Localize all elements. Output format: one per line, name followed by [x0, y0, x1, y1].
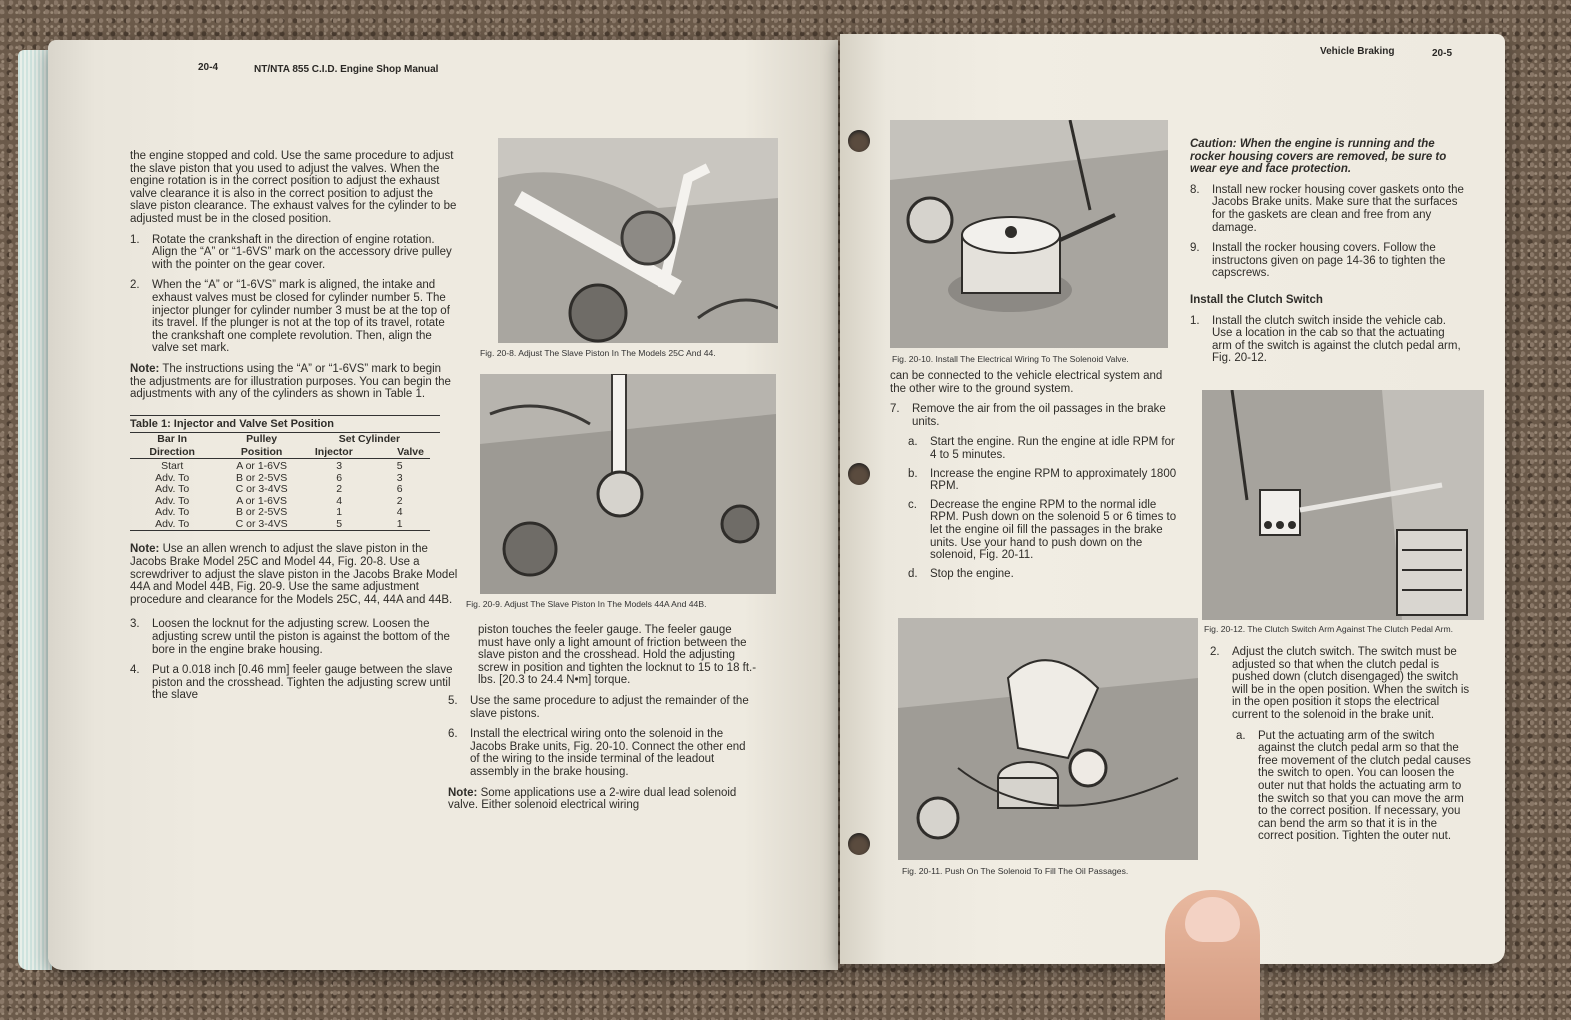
right-column-1-text: [890, 370, 1180, 586]
substep-b: b. Increase the engine RPM to approximately 1800 RPM.: [908, 467, 1177, 493]
step-text: Install new rocker housing cover gaskets onto the Jacobs Brake units. Make sure that the surfaces for the gaskets are clean and free from any damage.: [1212, 183, 1464, 234]
table-row: Start A or 1-6VS 3 5: [161, 460, 403, 473]
binder-hole: [848, 130, 870, 152]
step-7: [890, 403, 1180, 428]
injector-valve-table: [130, 415, 440, 532]
section-heading: Install the Clutch Switch: [1190, 293, 1323, 306]
left-column-2-text: [448, 624, 758, 820]
step-text: Rotate the crankshaft in the direction of engine rotation. Align the “A” or “1-6VS” mark on the accessory drive pulley with the pointer on the gear cover.: [152, 233, 452, 271]
step-text: Remove the air from the oil passages in the brake units.: [912, 403, 1166, 428]
fig-20-10-caption: Fig. 20-10. Install The Electrical Wiring To The Solenoid Valve.: [892, 354, 1129, 364]
table-title: Table 1: Injector and Valve Set Position: [130, 415, 440, 434]
step-text: Adjust the clutch switch. The switch must be adjusted so that when the clutch pedal is pushed down (clutch disengaged) the switch will be in the open position. When the switch is in the open position it stops the electrical current to the solenoid in the brake unit.: [1232, 646, 1470, 721]
continued-paragraph: can be connected to the vehicle electrical system and the other wire to the ground system.: [890, 370, 1163, 395]
note-text: Use an allen wrench to adjust the slave piston in the Jacobs Brake Model 25C and Model 44, Fig. 20-8. Use a screwdriver to adjust the slave piston in the Jacobs Brake Model 44A and Model 44B, Fig. 20-9. Use the same adjustment procedure and clearance for the Models 25C, 44, 44A and 44B.: [130, 543, 458, 606]
fig-20-10-photo: [890, 120, 1168, 348]
step-2: [130, 279, 460, 355]
left-header-title: NT/NTA 855 C.I.D. Engine Shop Manual: [254, 64, 439, 75]
step-3: [130, 618, 460, 656]
step-text: Install the clutch switch inside the vehicle cab. Use a location in the cab so that the actuating arm of the switch is against the clutch pedal arm, Fig. 20-12.: [1212, 314, 1461, 365]
step-number: 7.: [890, 403, 900, 416]
table-header-set-cylinder: Set Cylinder Injector Valve: [314, 433, 424, 458]
step-8: [1190, 184, 1465, 234]
binder-hole: [848, 833, 870, 855]
substep-a: a. Start the engine. Run the engine at idle RPM for 4 to 5 minutes.: [908, 436, 1175, 461]
substep-c: c. Decrease the engine RPM to the normal idle RPM. Push down on the solenoid 5 or 6 times to let the engine oil fill the passages in the brake units. Use your hand to push down on the solenoid, Fig. 20-11.: [908, 498, 1177, 562]
step-number: 8.: [1190, 183, 1200, 196]
table-row: Adv. To C or 3-4VS 5 1: [130, 519, 430, 531]
step-number: 5.: [448, 694, 458, 707]
step-number: 1.: [1190, 314, 1200, 327]
left-page-number: 20-4: [198, 62, 219, 73]
step-number: 9.: [1190, 242, 1200, 255]
step-text: Put a 0.018 inch [0.46 mm] feeler gauge between the slave piston and the crosshead. Tighten the adjusting screw until the slave: [152, 664, 453, 702]
fig-20-9-photo: [480, 374, 776, 594]
continued-paragraph: piston touches the feeler gauge. The feeler gauge must have only a light amount of friction between the slave piston and the crosshead. Hold the adjusting screw in position and tighten the locknut to 15 to 18 ft.-lbs. [20.3 to 24.4 N•m] torque.: [478, 624, 757, 687]
step-number: 3.: [130, 618, 140, 631]
caution-text: Caution: When the engine is running and the rocker housing covers are removed, be sure to wear eye and face protection.: [1190, 138, 1447, 176]
step-text: When the “A” or “1-6VS” mark is aligned, the intake and exhaust valves must be closed for cylinder number 5. The injector plunger for cylinder number 3 must be at the top of its travel. If the plunger is not at the top of its travel, rotate the crankshaft one complete revolution. Then, align the valve set mark.: [152, 279, 450, 355]
step-text: Use the same procedure to adjust the remainder of the slave pistons.: [470, 694, 749, 720]
fig-20-11-photo: [898, 618, 1198, 860]
table-row: Adv. To A or 1-6VS 4 2: [155, 494, 403, 507]
substep-d: d. Stop the engine.: [908, 567, 1014, 580]
clutch-step-1: [1190, 315, 1465, 365]
right-page: [840, 34, 1505, 964]
table-row: Adv. To B or 2-5VS 1 4: [155, 506, 403, 519]
intro-paragraph: the engine stopped and cold. Use the same procedure to adjust the slave piston that you used to adjust the valves. When the engine rotation is in the correct position to adjust the exhaust valve clearance it is also in the correct position to adjust the slave piston clearance. The exhaust valves for the cylinder to be adjusted must be in the closed position.: [130, 150, 457, 225]
fig-20-8-photo: [498, 138, 778, 343]
step-5: [448, 695, 758, 720]
note-text: Some applications use a 2-wire dual lead solenoid valve. Either solenoid electrical wiring: [448, 786, 737, 812]
clutch-step-2: [1210, 646, 1472, 722]
step-number: 4.: [130, 664, 140, 677]
step-text: Install the electrical wiring onto the solenoid in the Jacobs Brake units, Fig. 20-10. Connect the other end of the wiring to the inside terminal of the leadout assembly in the brake housing.: [470, 728, 746, 778]
right-column-2-lower: [1210, 646, 1472, 849]
table-row: Adv. To C or 3-4VS 2 6: [155, 483, 403, 496]
note-label: Note:: [448, 786, 478, 799]
table-row: Adv. To B or 2-5VS 6 3: [155, 471, 403, 484]
fig-20-11-caption: Fig. 20-11. Push On The Solenoid To Fill The Oil Passages.: [902, 866, 1129, 876]
page-stack-edge: [18, 50, 52, 970]
step-number: 2.: [1210, 646, 1220, 658]
binder-hole: [848, 463, 870, 485]
fig-20-9-caption: Fig. 20-9. Adjust The Slave Piston In The Models 44A And 44B.: [466, 599, 707, 609]
note-2: [130, 543, 460, 606]
fig-20-8-caption: Fig. 20-8. Adjust The Slave Piston In The Models 25C And 44.: [480, 348, 716, 358]
step-6: [448, 728, 758, 778]
note-label: Note:: [130, 362, 160, 375]
step-1: [130, 234, 460, 272]
substep-a: a. Put the actuating arm of the switch against the clutch pedal arm so that the free movement of the clutch pedal causes the switch to open. You can loosen the outer nut that holds the actuating arm to the switch so that you can move the arm to the correct position. If necessary, you can bend the arm so that it is in the correct position. Tighten the outer nut.: [1236, 729, 1471, 843]
left-page: [48, 40, 838, 970]
step-number: 1.: [130, 233, 140, 246]
note-text: The instructions using the “A” or “1-6VS” mark to begin the adjustments are for illustration purposes. You can begin the adjustments with any of the cylinders as shown in Table 1.: [130, 362, 451, 401]
table-header-pulley: Pulley Position: [240, 433, 283, 458]
note-label: Note:: [130, 543, 160, 556]
step-9: [1190, 242, 1465, 280]
right-column-2-text: [1190, 138, 1465, 373]
fig-20-12-caption: Fig. 20-12. The Clutch Switch Arm Against The Clutch Pedal Arm.: [1204, 624, 1454, 634]
step-number: 6.: [448, 728, 458, 741]
table-header-bar: Bar In Direction: [149, 433, 195, 458]
table: [130, 433, 430, 531]
right-header-title: Vehicle Braking: [1320, 46, 1395, 57]
fig-20-12-photo: [1202, 390, 1484, 620]
step-text: Loosen the locknut for the adjusting screw. Loosen the adjusting screw until the piston is against the bottom of the bore in the engine brake housing.: [152, 618, 450, 656]
step-number: 2.: [130, 279, 140, 292]
step-text: Install the rocker housing covers. Follow the instructons given on page 14-36 to tighten the capscrews.: [1212, 242, 1446, 280]
left-column-1: [130, 150, 460, 710]
right-page-number: 20-5: [1432, 48, 1453, 59]
note-3: [448, 787, 758, 812]
step-4: [130, 664, 460, 702]
note-1: [130, 363, 460, 401]
